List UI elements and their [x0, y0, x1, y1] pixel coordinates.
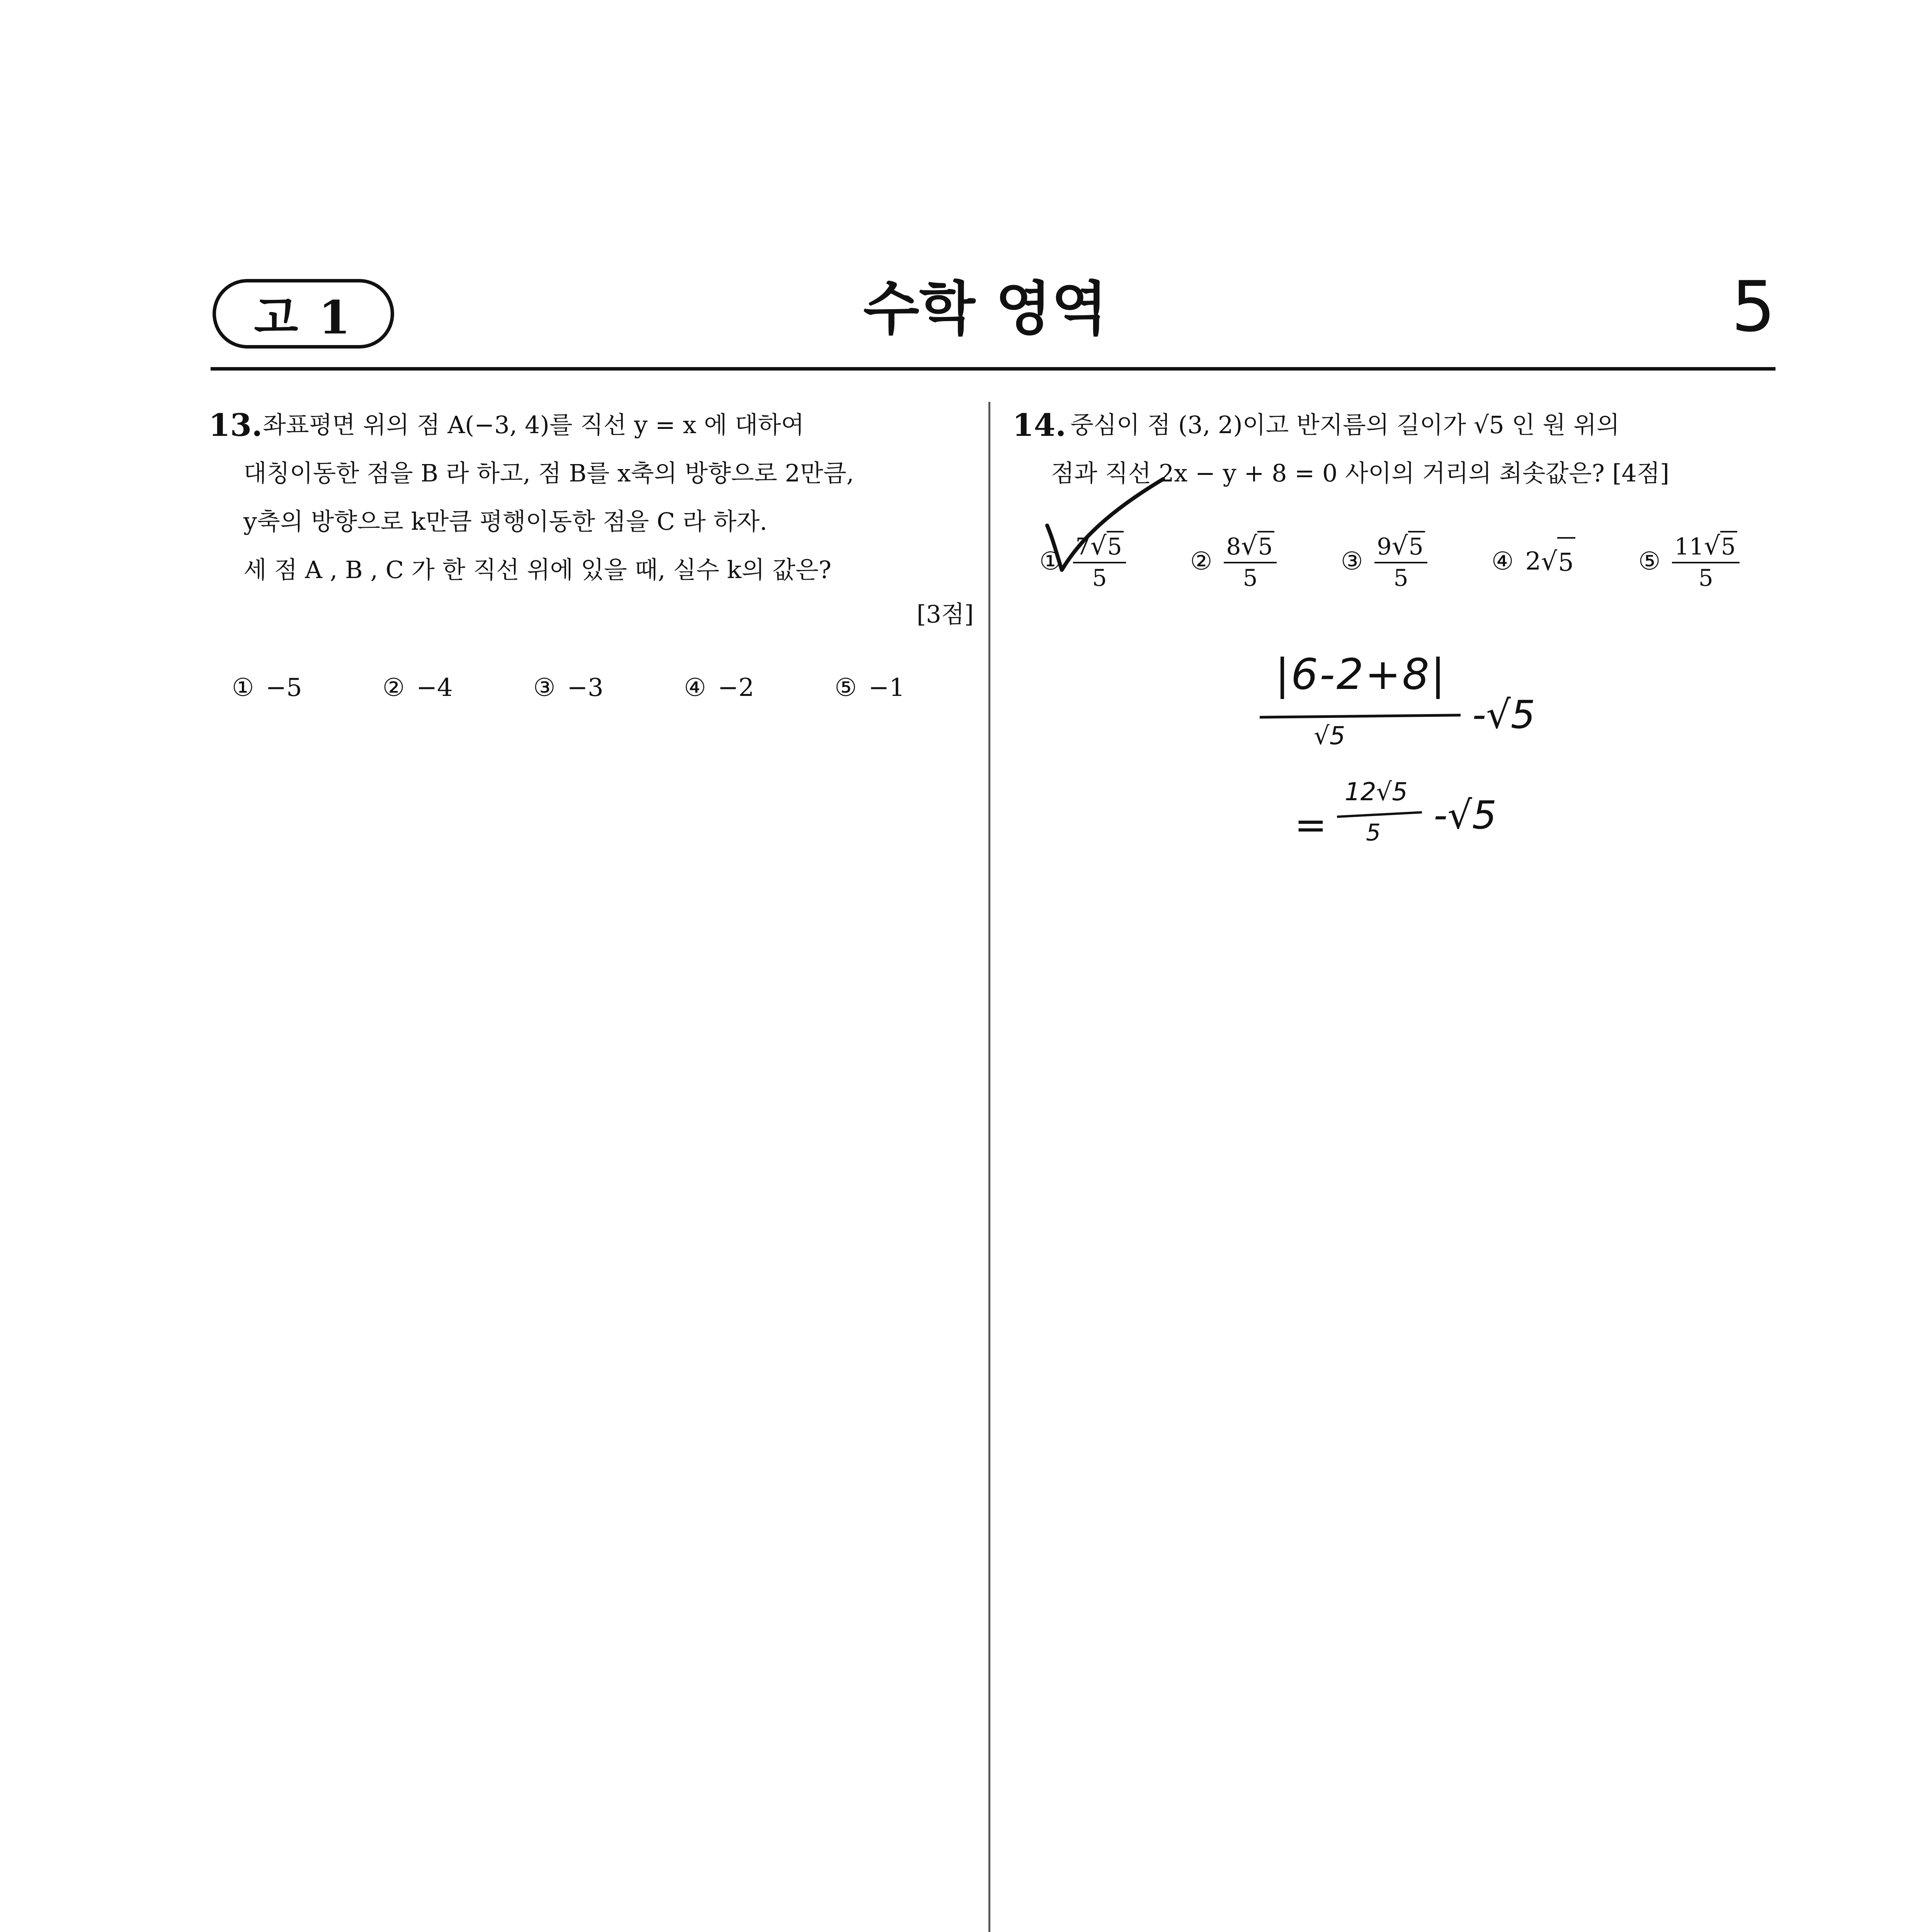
- handwritten-work: [1252, 649, 1600, 866]
- handwriting-numerator-2: 12√5: [1345, 778, 1408, 806]
- sqrt-symbol: √: [1704, 531, 1720, 561]
- choice-2[interactable]: [383, 665, 533, 711]
- handwriting-fraction-bar: [1260, 714, 1461, 718]
- choice-2[interactable]: [1190, 533, 1341, 590]
- choice-marker: ③: [1341, 547, 1363, 576]
- choice-3[interactable]: [1341, 533, 1492, 590]
- fraction: $\frac{7√5}{5}$: [1073, 533, 1126, 590]
- sqrt-symbol: √: [1090, 531, 1107, 561]
- choice-4[interactable]: ④ 2 √ 5: [1492, 537, 1638, 586]
- grade-badge: [213, 279, 394, 349]
- handwriting-denominator-2: 5: [1366, 819, 1381, 846]
- question-text-line: 좌표평면 위의 점 A(−3, 4)를 직선 y = x 에 대하여: [263, 411, 804, 439]
- question-text-line: 중심이 점 (3, 2)이고 반지름의 길이가 √5 인 원 위의: [1070, 411, 1620, 439]
- choice-marker: ①: [232, 673, 254, 702]
- question-text-line: y축의 방향으로 k만큼 평행이동한 점을 C 라 하자.: [243, 507, 767, 536]
- handwriting-tail-2: -√5: [1434, 793, 1497, 838]
- sqrt-symbol: √: [1241, 531, 1257, 561]
- choice-value: −4: [416, 673, 453, 702]
- choice-marker: ④: [1492, 547, 1514, 576]
- choice-marker: ②: [383, 673, 405, 702]
- handwriting-fraction-bar-2: [1337, 811, 1422, 818]
- sqrt-symbol: √: [1541, 546, 1558, 576]
- page-number: 5: [1731, 267, 1776, 347]
- fraction: $\frac{9√5}{5}$: [1374, 533, 1427, 590]
- handwriting-denominator: √5: [1314, 722, 1345, 750]
- handwritten-check-mark: [1036, 471, 1182, 595]
- choice-marker: ⑤: [1638, 547, 1661, 576]
- choices-row: [232, 665, 966, 711]
- choice-5[interactable]: [835, 665, 951, 711]
- choice-1[interactable]: [232, 665, 383, 711]
- choice-value: −3: [567, 673, 604, 702]
- choice-marker: ⑤: [835, 673, 857, 702]
- subject-title: 수학 영역: [863, 276, 1107, 343]
- sqrt-symbol: √: [1391, 531, 1408, 561]
- fraction: $\frac{11√5}{5}$: [1672, 533, 1740, 590]
- grade-label: 고 1: [254, 291, 353, 344]
- handwriting-numerator: |6-2+8|: [1275, 650, 1447, 699]
- question-score: [3점]: [917, 600, 974, 628]
- choice-4[interactable]: [684, 665, 835, 711]
- question-number: 14.: [1012, 407, 1066, 443]
- choice-3[interactable]: [533, 665, 684, 711]
- question-text-line: 세 점 A , B , C 가 한 직선 위에 있을 때, 실수 k의 값은?: [243, 556, 832, 584]
- choice-value: −1: [868, 673, 905, 702]
- fraction: $\frac{8√5}{5}$: [1224, 533, 1276, 590]
- handwriting-equals: =: [1294, 802, 1327, 847]
- choice-value: −5: [265, 673, 302, 702]
- choice-marker: ②: [1190, 547, 1213, 576]
- handwriting-tail: -√5: [1472, 692, 1536, 737]
- choice-5[interactable]: [1638, 533, 1774, 590]
- choice-marker: ④: [684, 673, 706, 702]
- column-divider: [988, 402, 990, 1932]
- header-rule: [211, 367, 1776, 371]
- question-number: 13.: [209, 407, 263, 443]
- choice-marker: ③: [533, 673, 556, 702]
- question-text-line: 대칭이동한 점을 B 라 하고, 점 B를 x축의 방향으로 2만큼,: [243, 459, 854, 487]
- question-text-line: 점과 직선 2x − y + 8 = 0 사이의 거리의 최솟값은? [4점]: [1051, 459, 1670, 487]
- choice-marker: ①: [1039, 547, 1062, 576]
- choice-value: −2: [718, 673, 754, 702]
